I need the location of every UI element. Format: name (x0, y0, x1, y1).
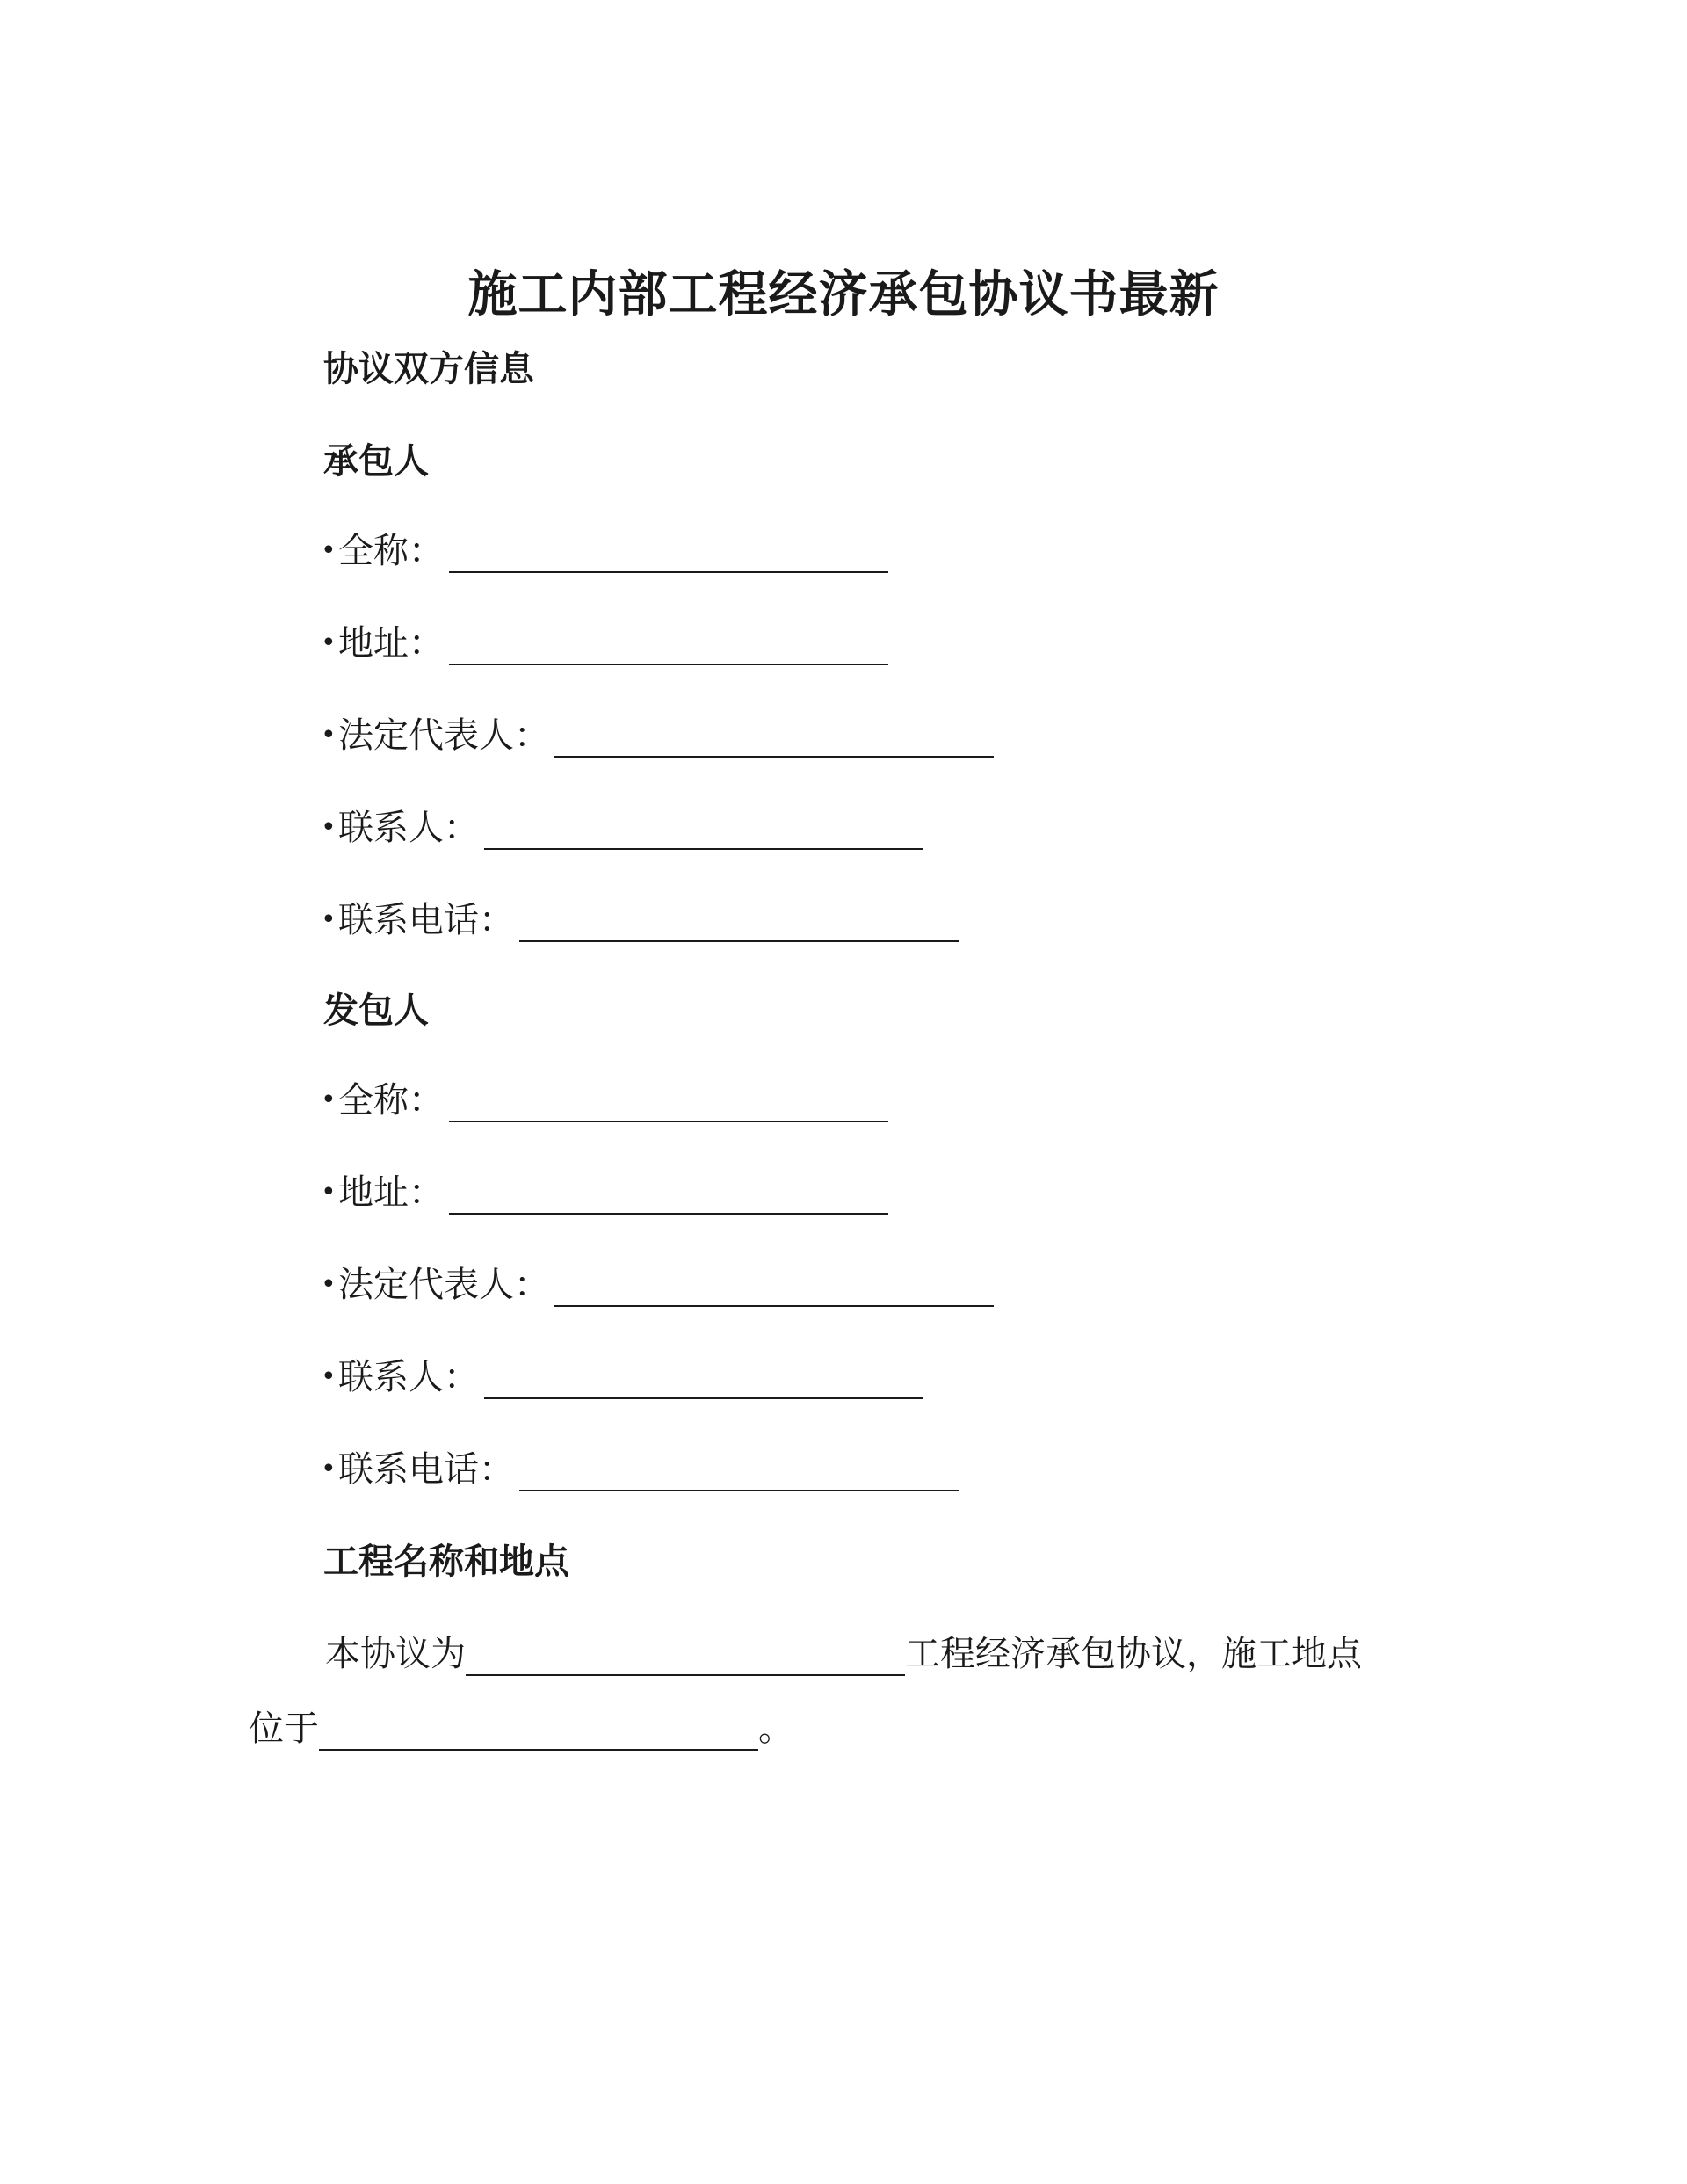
contractor-heading: 承包人 (323, 440, 429, 482)
section-heading-project: 工程名称和地点 (323, 1541, 569, 1582)
contractor-phone-blank[interactable] (519, 909, 959, 942)
field-label: 联系电话： (338, 900, 514, 940)
bullet-icon: • (321, 720, 337, 751)
contractor-full-name-field (321, 529, 888, 573)
employer-contact-blank[interactable] (484, 1366, 923, 1399)
bullet-icon: • (321, 1085, 337, 1115)
contractor-contact-blank[interactable] (484, 816, 923, 850)
project-paragraph-line2 (249, 1707, 793, 1751)
field-label: 联系人： (338, 808, 479, 848)
employer-legal-rep-blank[interactable] (554, 1273, 994, 1307)
bullet-icon: • (321, 1361, 337, 1392)
field-label: 联系人： (338, 1357, 479, 1397)
paragraph-text: 本协议为 (325, 1634, 466, 1674)
field-label: 地址： (338, 623, 444, 664)
contractor-legal-rep-blank[interactable] (554, 724, 994, 758)
document-title: 施工内部工程经济承包协议书最新 (467, 265, 1220, 323)
bullet-icon: • (321, 1454, 337, 1484)
employer-phone-blank[interactable] (519, 1458, 959, 1491)
project-location-blank[interactable] (319, 1717, 758, 1751)
field-label: 地址： (338, 1172, 444, 1213)
employer-address-field (321, 1171, 888, 1215)
bullet-icon: • (321, 1177, 337, 1208)
contractor-contact-field (321, 806, 923, 850)
employer-full-name-field (321, 1078, 888, 1122)
bullet-icon: • (321, 1269, 337, 1300)
field-label: 全称： (338, 1080, 444, 1121)
bullet-icon: • (321, 904, 337, 935)
paragraph-text: 工程经济承包协议，施工地点 (905, 1634, 1362, 1674)
project-name-blank[interactable] (466, 1643, 905, 1676)
employer-heading: 发包人 (323, 990, 429, 1031)
field-label: 全称： (338, 531, 444, 571)
paragraph-text: 。 (758, 1709, 793, 1749)
field-label: 联系电话： (338, 1449, 514, 1490)
paragraph-text: 位于 (249, 1709, 319, 1749)
bullet-icon: • (321, 628, 337, 658)
project-paragraph-line1 (325, 1632, 1362, 1676)
section-heading-parties: 协议双方信息 (323, 348, 534, 389)
contractor-phone-field (321, 898, 959, 942)
employer-address-blank[interactable] (449, 1181, 888, 1215)
contractor-address-field (321, 621, 888, 665)
contractor-legal-rep-field (321, 714, 994, 758)
bullet-icon: • (321, 535, 337, 566)
employer-legal-rep-field (321, 1263, 994, 1307)
employer-contact-field (321, 1355, 923, 1399)
contractor-full-name-blank[interactable] (449, 540, 888, 573)
employer-full-name-blank[interactable] (449, 1089, 888, 1122)
field-label: 法定代表人： (338, 715, 549, 756)
field-label: 法定代表人： (338, 1265, 549, 1305)
contractor-address-blank[interactable] (449, 632, 888, 665)
bullet-icon: • (321, 812, 337, 843)
employer-phone-field (321, 1448, 959, 1491)
